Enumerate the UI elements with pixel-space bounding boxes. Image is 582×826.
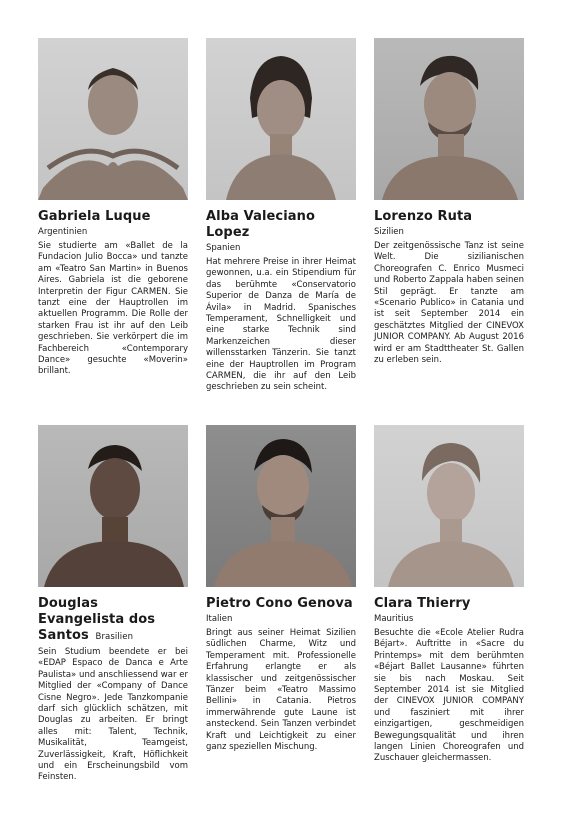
dancer-bio: Hat mehrere Preise in ihrer Heimat gewonnen, u.a. ein Stipendium für das berühmte «Conservatorio Superior de Danza de María de Ávila» in Madrid. Spanisches Temperament, Schnelligkeit und eine starke Technik sind Markenzeichen dieser willensstarken Tänzerin. Sie tanzt eine der Hauptrollen im Program CARMEN, die ihr auf den Leib geschrieben zu sein scheint. xyxy=(206,257,356,393)
dancer-bio: Der zeitgenössische Tanz ist seine Welt. Die sizilianischen Choreografen C. Enrico Musmeci und Roberto Zappala haben seinen Stil geprägt. Er tanzte am «Scenario Publico» in Catania und ist seit September 2014 ein geschätztes Mitglied der CINEVOX JUNIOR COMPANY. Ab August 2016 wird er am Stadttheater St. Gallen zu erleben sein. xyxy=(374,241,524,366)
portrait-photo xyxy=(38,425,188,587)
portrait-figure xyxy=(374,38,524,200)
dancer-card xyxy=(374,425,524,765)
dancer-card xyxy=(38,425,188,784)
dancer-card xyxy=(374,38,524,366)
portrait-photo xyxy=(374,38,524,200)
dancer-name: Clara Thierry xyxy=(374,596,471,611)
dancer-name: Alba Valeciano Lopez xyxy=(206,209,316,240)
dancer-country: Mauritius xyxy=(374,614,414,624)
dancer-name: Pietro Cono Genova xyxy=(206,596,353,611)
dancer-card xyxy=(206,425,356,753)
portrait-photo xyxy=(38,38,188,200)
portrait-figure xyxy=(206,38,356,200)
dancer-card xyxy=(206,38,356,394)
dancer-country: Brasilien xyxy=(95,632,134,642)
dancer-country: Italien xyxy=(206,614,233,624)
dancer-country: Sizilien xyxy=(374,227,404,237)
portrait-figure xyxy=(38,425,188,587)
dancer-bio: Bringt aus seiner Heimat Sizilien südlichen Charme, Witz und Temperament mit. Professionelle Erfahrung erlangte er als klassischer und zeitgenössischer Tänzer beim «Teatro Massimo Bellini» in Catania. Pietros immerwährende gute Laune ist ansteckend. Sein Tanzen verbindet Kraft und Leichtigkeit zu einer ganz speziellen Mischung. xyxy=(206,628,356,753)
portrait-photo xyxy=(206,38,356,200)
dancer-name: Lorenzo Ruta xyxy=(374,209,473,224)
portrait-figure xyxy=(38,38,188,200)
dancer-bio: Besuchte die «Ecole Atelier Rudra Béjart». Auftritte in «Sacre du Printemps» mit dem berühmten «Béjart Ballet Lausanne» führten sie bis nach Moskau. Seit September 2014 ist sie Mitglied der CINEVOX JUNIOR COMPANY und fasziniert mit ihrer einzigartigen, geschmeidigen Bewegungsqualität und ihren langen Linien Choreografen und Zuschauer gleichermassen. xyxy=(374,628,524,764)
dancer-name: Gabriela Luque xyxy=(38,209,151,224)
portrait-photo xyxy=(374,425,524,587)
portrait-figure xyxy=(374,425,524,587)
dancer-bio: Sein Studium beendete er bei «EDAP Espaco de Danca e Arte Paulista» und anschliessend war er Mitglied der «Company of Dance Cisne Negro». Jede Tanzkompanie darf sich glücklich schätzen, mit Douglas zu arbeiten. Er bringt alles mit: Talent, Technik, Musikalität, Teamgeist, Zuverlässigkeit, Kraft, Höflichkeit und ein Erscheinungsbild vom Feinsten. xyxy=(38,647,188,783)
dancer-card xyxy=(38,38,188,378)
portrait-figure xyxy=(206,425,356,587)
dancer-bio: Sie studierte am «Ballet de la Fundacion Julio Bocca» und tanzte am «Teatro San Martin» in Buenos Aires. Gabriela ist die geborene Interpretin der Figur CARMEN. Sie tanzt eine der Hauptrollen im aktuellen Programm. Die Rolle der starken Frau ist ihr auf den Leib geschrieben. Sie verkörpert die im Fachbereich «Contemporary Dance» gesuchte «Moverin» brillant. xyxy=(38,241,188,377)
dancer-country: Argentinien xyxy=(38,227,88,237)
dancer-name-text: Douglas Evangelista dos Santos xyxy=(38,596,156,643)
portrait-photo xyxy=(206,425,356,587)
dancer-name xyxy=(38,596,188,644)
dancer-country: Spanien xyxy=(206,243,241,253)
